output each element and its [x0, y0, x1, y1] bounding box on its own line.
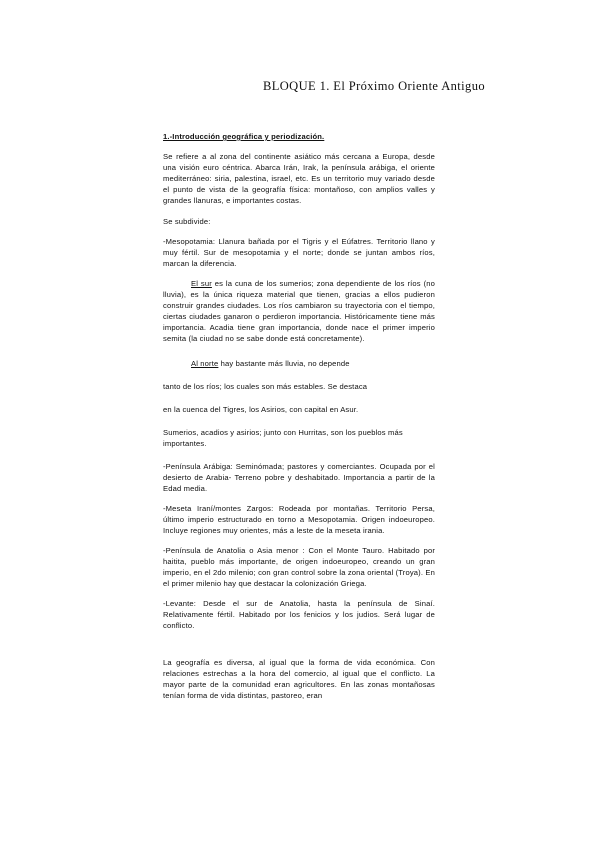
mesopotamia-paragraph: -Mesopotamia: Llanura bañada por el Tigris y el Eúfatres. Territorio llano y muy fértil. Sur de mesopotamia y el norte; donde se juntan ambos ríos, marcan la diferencia. [163, 237, 435, 268]
peninsula-arabiga-paragraph: -Península Arábiga: Seminómada; pastores y comerciantes. Ocupada por el desierto de Arabia- Terreno pobre y deshabitado. Importancia a partir de la Edad media. [163, 462, 435, 493]
document-title: BLOQUE 1. El Próximo Oriente Antiguo [262, 79, 485, 93]
norte-line-2: tanto de los ríos; los cuales son más estables. Se destaca [163, 382, 368, 391]
intro-paragraph: Se refiere a al zona del continente asiático más cercana a Europa, desde una visión euro céntrica. Abarca Irán, Irak, la península arábiga, el oriente mediterráneo: siria, palestina, israel, etc. Es un territorio muy variado desde el punto de vista de la geografía física: montañoso, con amplios valles y grandes llanuras, e importantes costas. [163, 152, 435, 205]
sur-label: El sur [191, 279, 212, 288]
document-body [163, 131, 435, 710]
anatolia-paragraph: -Península de Anatolia o Asia menor : Con el Monte Tauro. Habitado por haitita, pueblo más importante, de origen indoeuropeo, creando un gran imperio, en el 2do milenio; con gran control sobre la zona oriental (Troya). En el primer milenio hay que destacar la colonización Griega. [163, 546, 435, 588]
section-heading: 1.-Introducción geográfica y periodización. [163, 132, 325, 141]
sur-text: es la cuna de los sumerios; zona dependiente de los ríos (no lluvia), es la única riqueza material que tienen, gracias a ellos pudieron construir grandes ciudades. Los ríos cambiaron su trayectoria con el tiempo, ciertas ciudades ganaron o perdieron importancia. Históricamente tiene más importancia. Acadia tiene gran importancia, donde nace el primer imperio semita (la ciudad no se sabe donde está concretamente). [163, 279, 435, 343]
norte-text-1: hay bastante más lluvia, no depende [218, 359, 350, 368]
sur-paragraph [163, 278, 435, 344]
norte-line-1 [163, 358, 435, 369]
meseta-irani-paragraph: -Meseta Iraní/montes Zargos: Rodeada por montañas. Territorio Persa, último imperio estructurado en torno a Mesopotamia. Origen indoeuropeo. Incluye regiones muy orientes, más a leste de la meseta irania. [163, 504, 435, 535]
norte-line-3: en la cuenca del Tigres, los Asirios, con capital en Asur. [163, 405, 359, 414]
subdivide-line: Se subdivide: [163, 217, 211, 226]
norte-label: Al norte [191, 359, 219, 368]
norte-line-4: Sumerios, acadios y asirios; junto con Hurritas, son los pueblos más importantes. [163, 428, 403, 448]
levante-paragraph: -Levante: Desde el sur de Anatolia, hasta la península de Sinaí. Relativamente fértil. Habitado por los fenicios y los judios. Será lugar de conflicto. [163, 599, 435, 630]
final-paragraph: La geografía es diversa, al igual que la forma de vida económica. Con relaciones estrechas a la hora del comercio, al igual que el conflicto. La mayor parte de la comunidad eran agricultores. En las zonas montañosas tenían forma de vida distintas, pastoreo, eran [163, 658, 435, 700]
